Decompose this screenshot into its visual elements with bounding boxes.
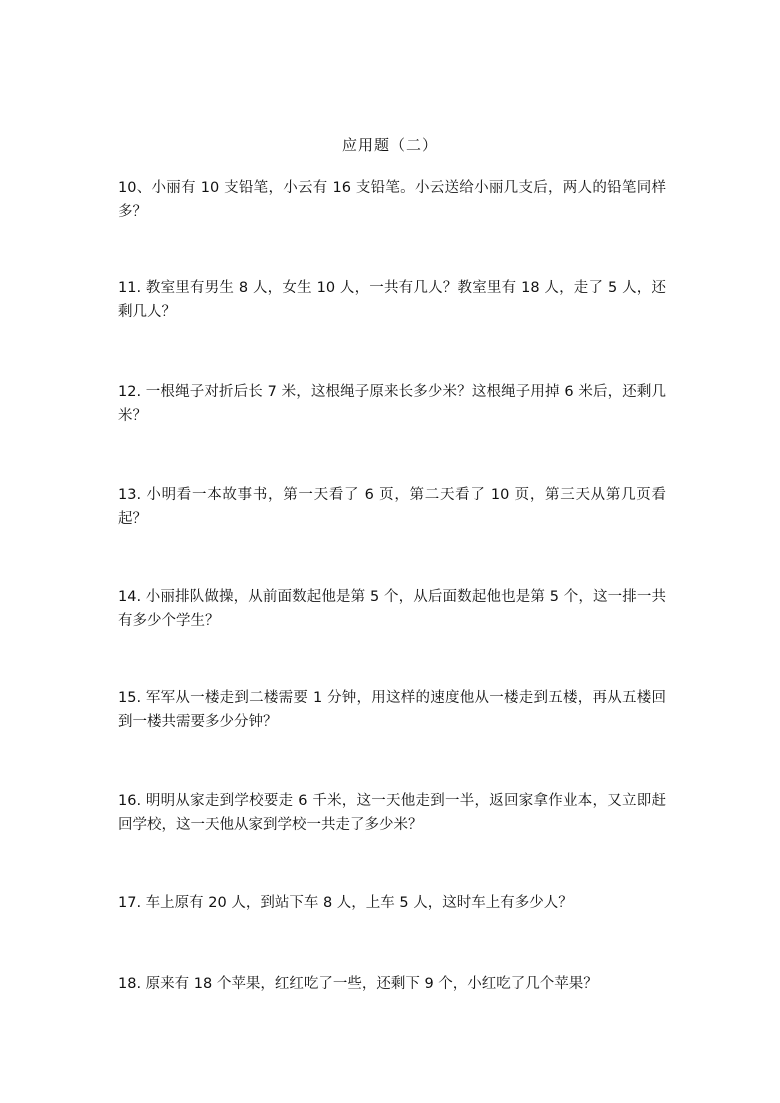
question-17: 17. 车上原有 20 人，到站下车 8 人，上车 5 人，这时车上有多少人？ <box>118 895 573 911</box>
question-13: 13. 小明看一本故事书，第一天看了 6 页，第二天看了 10 页，第三天从第几页看起？ <box>118 487 666 527</box>
question-16: 16. 明明从家走到学校要走 6 千米，这一天他走到一半，返回家拿作业本，又立即赶回学校，这一天他从家到学校一共走了多少米？ <box>118 793 666 833</box>
page-title: 应用题（二） <box>341 136 438 154</box>
question-11: 11. 教室里有男生 8 人，女生 10 人，一共有几人？教室里有 18 人，走了 5 人，还剩几人？ <box>118 280 666 320</box>
question-18: 18. 原来有 18 个苹果，红红吃了一些，还剩下 9 个，小红吃了几个苹果？ <box>118 976 598 992</box>
question-12: 12. 一根绳子对折后长 7 米，这根绳子原来长多少米？这根绳子用掉 6 米后，还剩几米？ <box>118 384 666 424</box>
question-10: 10、小丽有 10 支铅笔，小云有 16 支铅笔。小云送给小丽几支后，两人的铅笔同样多？ <box>118 180 666 220</box>
question-14: 14. 小丽排队做操，从前面数起他是第 5 个，从后面数起他也是第 5 个，这一排一共有多少个学生？ <box>118 589 666 629</box>
question-15: 15. 军军从一楼走到二楼需要 1 分钟，用这样的速度他从一楼走到五楼，再从五楼回到一楼共需要多少分钟？ <box>118 690 666 730</box>
